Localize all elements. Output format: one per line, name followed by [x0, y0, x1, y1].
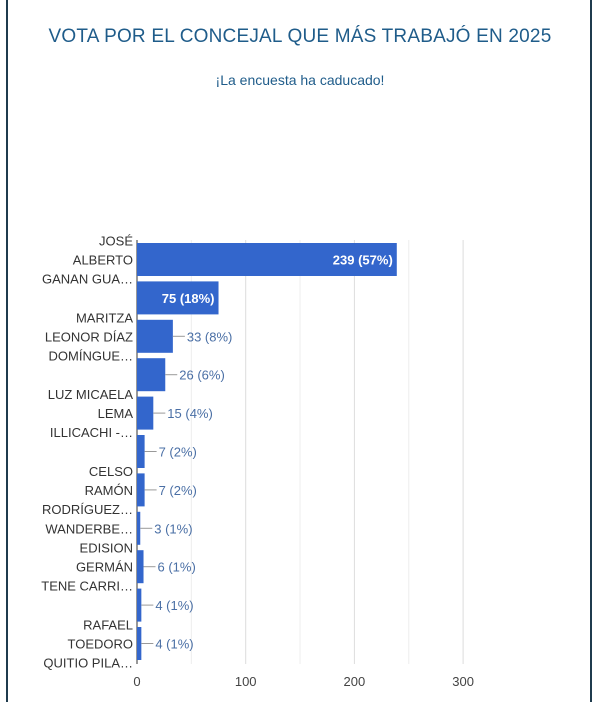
category-label: GERMÁN — [75, 559, 133, 575]
category-label: ALBERTO — [72, 252, 133, 268]
category-label: WANDERBE… — [45, 521, 133, 537]
category-label: LEONOR DÍAZ — [44, 329, 133, 345]
category-label: MARITZA — [75, 310, 133, 326]
category-label: LUZ MICAELA — [47, 387, 133, 403]
bar — [137, 358, 165, 391]
category-label: QUITIO PILA… — [43, 655, 133, 671]
bar-value-label: 4 (1%) — [155, 636, 194, 652]
bar-value-label: 26 (6%) — [179, 367, 225, 383]
category-label: RAMÓN — [84, 482, 133, 498]
bar-value-label: 75 (18%) — [161, 290, 215, 306]
x-tick-label: 300 — [452, 674, 474, 689]
bar — [137, 473, 145, 506]
bar-value-label: 3 (1%) — [154, 521, 193, 537]
bar-value-label: 33 (8%) — [186, 329, 233, 345]
category-label: TOEDORO — [67, 636, 133, 652]
bar — [137, 550, 144, 583]
x-tick-label: 0 — [133, 674, 141, 689]
category-label: RODRÍGUEZ… — [42, 501, 133, 517]
x-tick-label: 200 — [343, 674, 366, 689]
bar-value-label: 4 (1%) — [155, 598, 194, 614]
category-label: LEMA — [97, 406, 133, 422]
poll-title: VOTA POR EL CONCEJAL QUE MÁS TRABAJÓ EN 2025 — [48, 26, 552, 47]
category-label: TENE CARRI… — [41, 578, 133, 594]
bar — [137, 512, 140, 545]
bar-value-label: 15 (4%) — [167, 406, 213, 422]
bar-value-label: 6 (1%) — [157, 559, 196, 575]
category-label: ILLICACHI -… — [49, 425, 133, 441]
bar — [137, 397, 153, 430]
category-label: GANAN GUA… — [41, 271, 133, 287]
bar-value-label: 7 (2%) — [158, 482, 197, 498]
category-label: JOSÉ — [99, 233, 133, 249]
category-label: CELSO — [88, 463, 133, 479]
x-tick-label: 100 — [234, 674, 257, 689]
bar — [137, 589, 141, 622]
bar — [137, 435, 145, 468]
bar-value-label: 7 (2%) — [158, 444, 197, 460]
category-label: EDISION — [79, 540, 133, 556]
category-label: RAFAEL — [83, 617, 133, 633]
poll-status: ¡La encuesta ha caducado! — [215, 72, 385, 88]
category-label: DOMÍNGUE… — [48, 348, 133, 364]
bar-value-label: 239 (57%) — [332, 252, 393, 268]
bar — [137, 320, 173, 353]
bar — [137, 627, 141, 660]
